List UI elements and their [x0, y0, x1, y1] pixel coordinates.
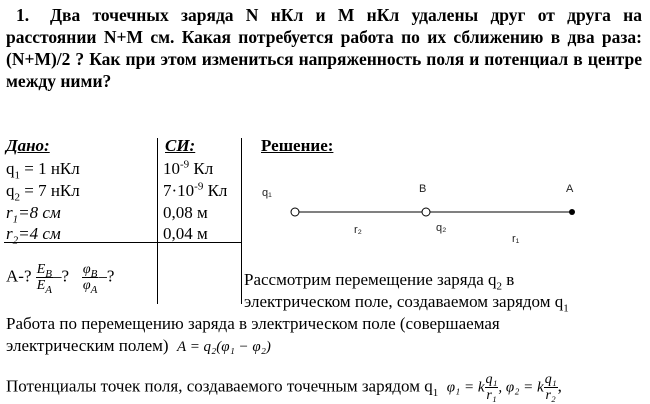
- si-row-r1: 0,08 м: [163, 203, 208, 222]
- si-row-r2: 0,04 м: [163, 224, 208, 243]
- diagram-label-r2: r₂: [354, 224, 362, 236]
- charge-q1-point: [291, 208, 299, 216]
- diagram-label-b: B: [419, 183, 427, 195]
- task-number: 1.: [16, 5, 30, 25]
- solution-header: Решение:: [261, 136, 334, 155]
- given-row-r2: $r_2=4$ см: [6, 224, 61, 247]
- potential-ratio-fraction: $\frac{\varphi_B}{\varphi_A}$: [82, 262, 98, 296]
- phi2-fraction: $\frac{\text{q₁}}{\text{r₂}}$: [544, 372, 557, 403]
- diagram-label-q2: q₂: [436, 222, 447, 234]
- task-text: Два точечных заряда N нКл и M нКл удалены друг от друга на расстоянии N+M см. Какая потребуется работа по их сближению в два раза: (N+M)/2 ? Как при этом измениться напряженность поля и потенциал в центре между ними?: [6, 5, 642, 91]
- task-statement: [6, 4, 642, 92]
- given-row-r1: $r_1=8$ см: [6, 203, 61, 226]
- potentials-line: Потенциалы точек поля, создаваемого точечным зарядом $q_1$ φ₁ = k $\frac{\text{q₁}}{\text{r₁}}$ , φ₂ = k $\frac{\text{q₁}}{\text{r₂}}$ ,: [6, 372, 562, 403]
- solution-para-line2: электрическом поле, создаваемом зарядом $q_1$: [244, 292, 569, 315]
- work-formula: A = q₂(φ₁ − φ₂): [177, 339, 271, 355]
- si-header: СИ:: [165, 136, 196, 155]
- si-row-q2: $7\cdot 10^{-9}$ Кл: [163, 180, 228, 200]
- find-prefix: А-?: [6, 266, 32, 286]
- diagram-label-q1: q₁: [262, 187, 272, 199]
- solution-para-line1: Рассмотрим перемещение заряда $q_2$ в: [244, 270, 515, 293]
- si-solution-divider: [241, 138, 242, 304]
- given-row-q1: $q_1 = 1$ нКл: [6, 159, 80, 182]
- find-section: А-? $\frac{E_B}{E_A}$ –? $\frac{\varphi_B}{\varphi_A}$ –?: [6, 262, 115, 296]
- given-header: Дано:: [6, 136, 50, 155]
- point-b: [422, 208, 430, 216]
- given-si-divider: [157, 138, 158, 304]
- work-line1: Работа по перемещению заряда в электрическом поле (совершаемая: [6, 314, 500, 333]
- work-line2: электрическим полем) A = q₂(φ₁ − φ₂): [6, 336, 271, 355]
- phi1-fraction: $\frac{\text{q₁}}{\text{r₁}}$: [485, 372, 498, 403]
- given-row-q2: $q_2 = 7$ нКл: [6, 181, 80, 204]
- diagram-label-r1: r₁: [512, 233, 520, 245]
- point-a: [569, 209, 575, 215]
- field-ratio-fraction: $\frac{E_B}{E_A}$: [36, 262, 53, 296]
- diagram-label-a: A: [566, 183, 574, 195]
- si-row-q1: $10^{-9}$ Кл: [163, 158, 214, 178]
